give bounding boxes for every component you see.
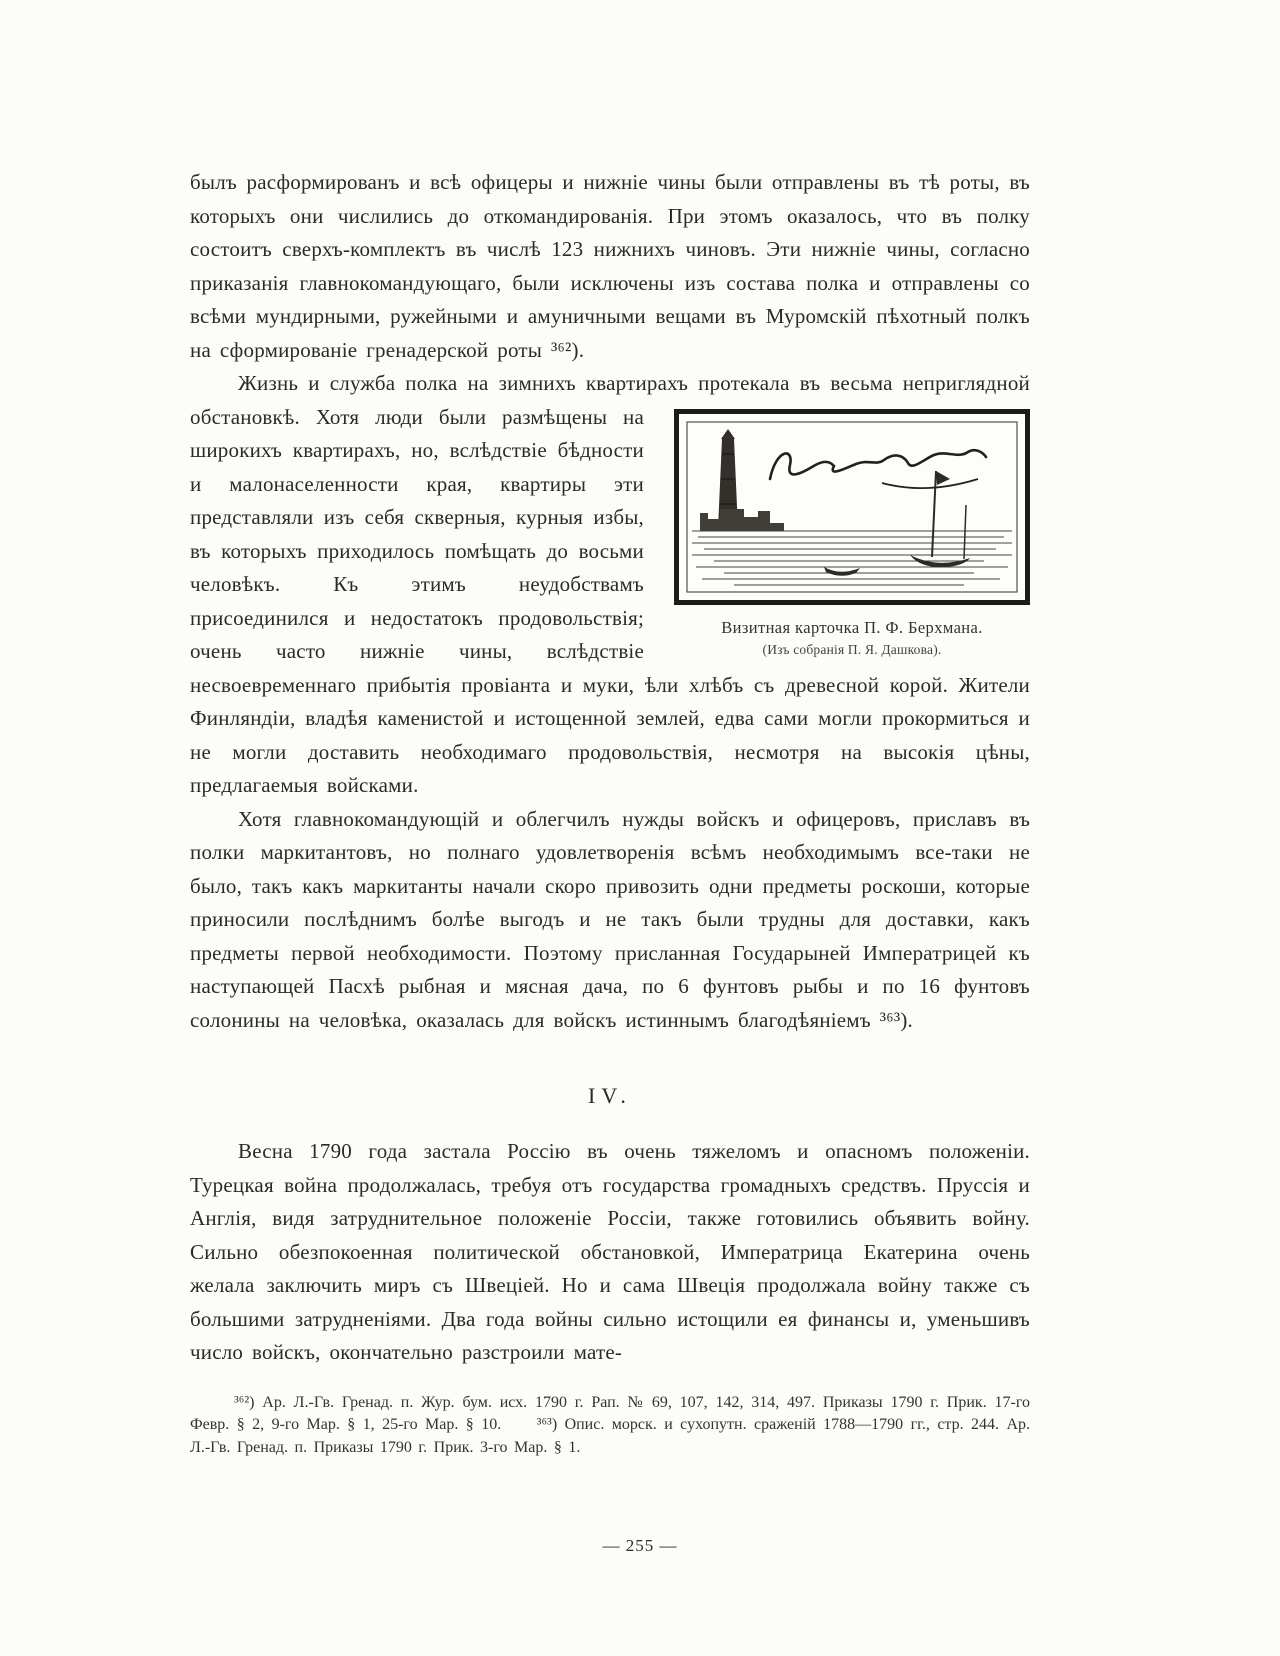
figure-caption-source: (Изъ собранія П. Я. Дашкова).	[762, 641, 942, 657]
footnote-363: ³⁶³) Опис. морск. и сухопутн. сраженій 1788—1790 гг., стр. 244. Ар. Л.-Гв. Гренад. п. Приказы 1790 г. Прик. 3-го Мар. § 1.	[190, 1416, 1031, 1456]
figure-caption-title: Визитная карточка П. Ф. Берхмана.	[721, 617, 983, 637]
section-heading: IV.	[588, 1083, 632, 1108]
paragraph-2	[190, 367, 1030, 803]
paragraph-3	[190, 803, 1030, 1038]
paragraph-1-text: былъ расформированъ и всѣ офицеры и нижніе чины были отправлены въ тѣ роты, въ которыхъ они числились до откомандированія. При этомъ оказалось, что въ полку состоитъ сверхъ-комплектъ въ числѣ 123 нижнихъ чиновъ. Эти нижніе чины, согласно приказанія главнокомандующаго, были исключены изъ состава полка и отправлены со всѣми мундирными, ружейными и амуничными вещами въ Муромскій пѣхотный полкъ на сформированіе гренадерской роты ³⁶²).	[190, 170, 1030, 362]
footnote-362: ³⁶²) Ар. Л.-Гв. Гренад. п. Жур. бум. исх. 1790 г. Рап. № 69, 107, 142, 314, 497. Приказы 1790 г. Прик. 17-го Февр. § 2, 9-го Мар. § 1, 25-го Мар. § 10.	[190, 1393, 1030, 1433]
paragraph-1	[190, 166, 1030, 367]
visiting-card-image	[674, 409, 1030, 605]
paragraph-4	[190, 1135, 1030, 1370]
footnotes-block	[190, 1392, 1030, 1460]
paragraph-2-text-a: Жизнь и служба полка на зимнихъ квартирахъ протекала въ весьма неприглядной обстановкѣ.	[190, 371, 1030, 429]
paragraph-3-text: Хотя главнокомандующій и облегчилъ нужды войскъ и офицеровъ, приславъ въ полки маркитантовъ, но полнаго удовлетворенія всѣмъ необходимымъ все-таки не было, такъ какъ маркитанты начали скоро привозить одни предметы роскоши, которые приносили послѣднимъ болѣе выгодъ и не такъ были трудны для доставки, какъ предметы первой необходимости. Поэтому присланная Государыней Императрицей къ наступающей Пасхѣ рыбная и мясная дача, по 6 фунтовъ рыбы и по 16 фунтовъ солонины на человѣка, оказалась для войскъ истиннымъ благодѣяніемъ ³⁶³).	[190, 806, 1030, 1032]
visiting-card-figure	[674, 409, 1030, 658]
paragraph-2-text-b: Хотя люди были размѣщены на широкихъ квартирахъ, но, вслѣдствіе бѣдности и малонаселенности края, квартиры эти представляли изъ себя скверныя, курныя избы, въ которыхъ приходилось помѣщать до восьми человѣкъ. Къ этимъ неудобствамъ присоединился и недостатокъ продовольствія; очень часто нижніе чины, вслѣдствіе несвоевременнаго прибытія провіанта и муки, ѣли хлѣбъ съ древесной корой. Жители Финляндіи, владѣя каменистой и истощенной землей, едва сами могли прокормиться и не могли доставить необходимаго продовольствія, несмотря на высокія цѣны, предлагаемыя войсками.	[190, 404, 1030, 797]
paragraph-4-text: Весна 1790 года застала Россію въ очень тяжеломъ и опасномъ положеніи. Турецкая война продолжалась, требуя отъ государства громадныхъ средствъ. Пруссія и Англія, видя затруднительное положеніе Россіи, также готовились объявить войну. Сильно обезпокоенная политической обстановкой, Императрица Екатерина очень желала заключить миръ съ Швеціей. Но и сама Швеція продолжала войну также съ большими затрудненіями. Два года войны сильно истощили ея финансы и, уменьшивъ число войскъ, окончательно разстроили мате-	[190, 1139, 1030, 1364]
page-number: — 255 —	[602, 1536, 678, 1555]
